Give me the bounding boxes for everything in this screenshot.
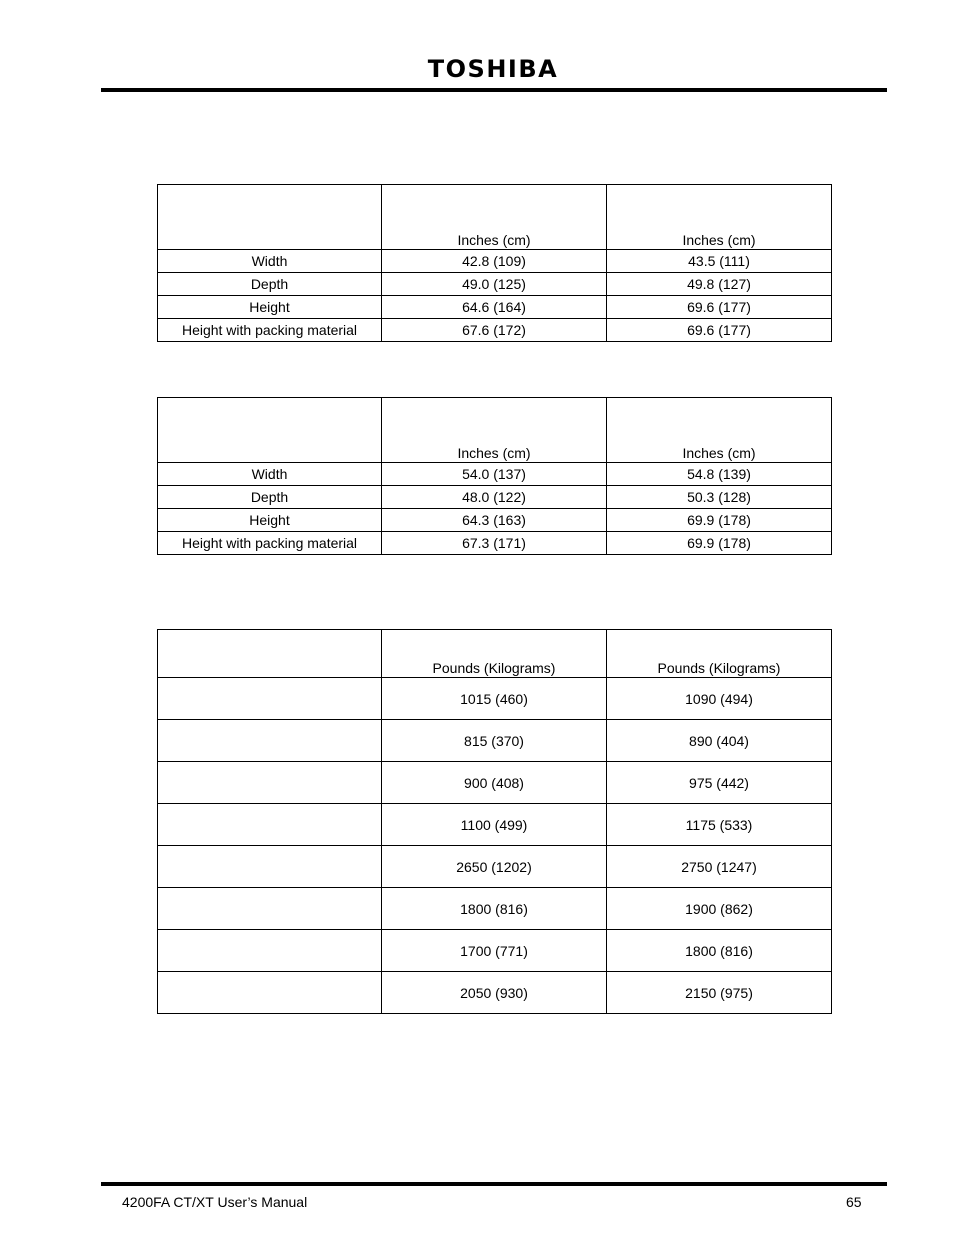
table-row	[158, 509, 832, 532]
value-cell: 975 (442)	[607, 762, 832, 804]
table-row	[158, 463, 832, 486]
table-row	[158, 804, 832, 846]
footer-rule	[101, 1182, 887, 1186]
value-cell: 54.0 (137)	[382, 463, 607, 486]
row-label	[158, 804, 382, 846]
value-cell: 48.0 (122)	[382, 486, 607, 509]
value-cell: 1800 (816)	[607, 930, 832, 972]
value-cell: 1100 (499)	[382, 804, 607, 846]
table-row	[158, 296, 832, 319]
table-row	[158, 888, 832, 930]
value-cell: 64.3 (163)	[382, 509, 607, 532]
table-header-row	[158, 630, 832, 678]
value-cell: 67.3 (171)	[382, 532, 607, 555]
table-row	[158, 678, 832, 720]
table-row	[158, 273, 832, 296]
row-label: Width	[158, 463, 382, 486]
value-cell: 43.5 (111)	[607, 250, 832, 273]
value-cell: 49.0 (125)	[382, 273, 607, 296]
row-label	[158, 972, 382, 1014]
unit-header-cell: Inches (cm)	[607, 185, 832, 250]
table-header-row	[158, 398, 832, 463]
value-cell: 815 (370)	[382, 720, 607, 762]
unit-header-cell: Pounds (Kilograms)	[607, 630, 832, 678]
value-cell: 67.6 (172)	[382, 319, 607, 342]
row-label	[158, 930, 382, 972]
value-cell: 69.9 (178)	[607, 509, 832, 532]
value-cell: 900 (408)	[382, 762, 607, 804]
table-row	[158, 486, 832, 509]
row-label: Width	[158, 250, 382, 273]
table-row	[158, 720, 832, 762]
table-row	[158, 972, 832, 1014]
row-label	[158, 846, 382, 888]
value-cell: 2750 (1247)	[607, 846, 832, 888]
value-cell: 69.6 (177)	[607, 296, 832, 319]
manual-title: 4200FA CT/XT User’s Manual	[122, 1194, 308, 1210]
value-cell: 54.8 (139)	[607, 463, 832, 486]
row-label	[158, 888, 382, 930]
row-label: Height	[158, 509, 382, 532]
header-rule	[101, 88, 887, 92]
toshiba-logo: TOSHIBA	[427, 55, 559, 83]
table-row	[158, 762, 832, 804]
header-cell-blank	[158, 398, 382, 463]
header-cell-blank	[158, 630, 382, 678]
value-cell: 2150 (975)	[607, 972, 832, 1014]
row-label: Depth	[158, 273, 382, 296]
value-cell: 1015 (460)	[382, 678, 607, 720]
row-label	[158, 720, 382, 762]
value-cell: 49.8 (127)	[607, 273, 832, 296]
table-row	[158, 930, 832, 972]
value-cell: 69.9 (178)	[607, 532, 832, 555]
value-cell: 1800 (816)	[382, 888, 607, 930]
value-cell: 1700 (771)	[382, 930, 607, 972]
table-row	[158, 846, 832, 888]
row-label: Depth	[158, 486, 382, 509]
row-label	[158, 762, 382, 804]
table-row	[158, 250, 832, 273]
value-cell: 1900 (862)	[607, 888, 832, 930]
value-cell: 1090 (494)	[607, 678, 832, 720]
value-cell: 1175 (533)	[607, 804, 832, 846]
row-label: Height	[158, 296, 382, 319]
value-cell: 64.6 (164)	[382, 296, 607, 319]
table-row	[158, 319, 832, 342]
value-cell: 890 (404)	[607, 720, 832, 762]
unit-header-cell: Pounds (Kilograms)	[382, 630, 607, 678]
unit-header-cell: Inches (cm)	[382, 398, 607, 463]
dimensions-table-2	[157, 397, 832, 555]
value-cell: 42.8 (109)	[382, 250, 607, 273]
table-row	[158, 532, 832, 555]
value-cell: 2050 (930)	[382, 972, 607, 1014]
row-label: Height with packing material	[158, 532, 382, 555]
table-header-row	[158, 185, 832, 250]
header-cell-blank	[158, 185, 382, 250]
row-label	[158, 678, 382, 720]
weights-table	[157, 629, 832, 1014]
page-number: 65	[846, 1194, 862, 1210]
dimensions-table-1	[157, 184, 832, 342]
value-cell: 69.6 (177)	[607, 319, 832, 342]
value-cell: 50.3 (128)	[607, 486, 832, 509]
unit-header-cell: Inches (cm)	[607, 398, 832, 463]
row-label: Height with packing material	[158, 319, 382, 342]
unit-header-cell: Inches (cm)	[382, 185, 607, 250]
value-cell: 2650 (1202)	[382, 846, 607, 888]
